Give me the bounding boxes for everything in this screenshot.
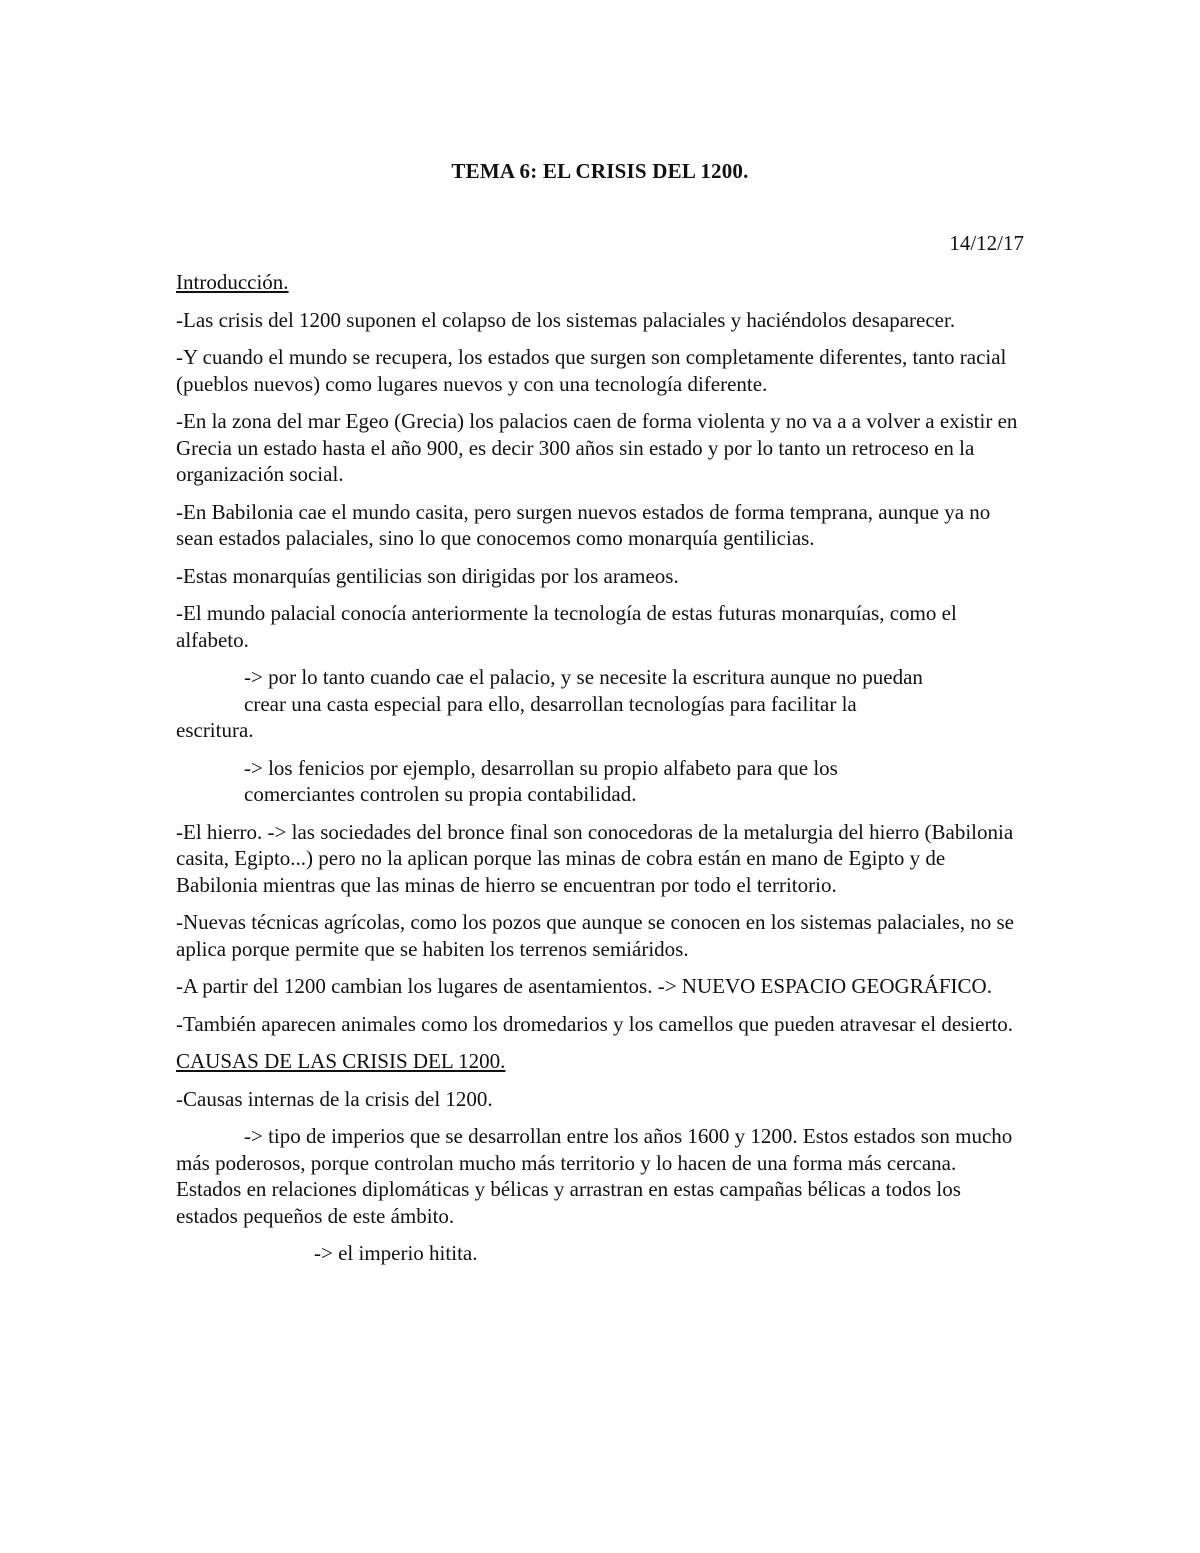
arrow-note-line: -> por lo tanto cuando cae el palacio, y se necesite la escritura aunque no puedan <box>244 665 923 689</box>
section-heading-causas: CAUSAS DE LAS CRISIS DEL 1200. <box>176 1049 506 1073</box>
arrow-note-fenicios <box>176 755 1026 808</box>
paragraph: -En la zona del mar Egeo (Grecia) los palacios caen de forma violenta y no va a a volver a existir en Grecia un estado hasta el año 900, es decir 300 años sin estado y por lo tanto un retroceso en la organización social. <box>176 409 1018 486</box>
paragraph: -El hierro. -> las sociedades del bronce final son conocedoras de la metalurgia del hierro (Babilonia casita, Egipto...) pero no la aplican porque las minas de cobra están en mano de Egipto y de Babilonia mientras que las minas de hierro se encuentran por todo el territorio. <box>176 819 1014 897</box>
paragraph: -El mundo palacial conocía anteriormente la tecnología de estas futuras monarquías, como el alfabeto. <box>176 601 957 652</box>
paragraph: -En Babilonia cae el mundo casita, pero surgen nuevos estados de forma temprana, aunque ya no sean estados palaciales, sino lo que conocemos como monarquía gentilicias. <box>176 499 991 550</box>
document-date: 14/12/17 <box>949 231 1024 255</box>
document-body <box>176 269 1026 1278</box>
paragraph: -Nuevas técnicas agrícolas, como los pozos que aunque se conocen en los sistemas palaciales, no se aplica porque permite que se habiten los terrenos semiáridos. <box>176 910 1014 961</box>
paragraph: -Estas monarquías gentilicias son dirigidas por los arameos. <box>176 563 679 588</box>
arrow-note-imperios: -> tipo de imperios que se desarrollan entre los años 1600 y 1200. Estos estados son mucho más poderosos, porque controlan mucho más territorio y lo hacen de una forma más cercana. Estados en relaciones diplomáticas y bélicas y arrastran en estas campañas bélicas a todos los estados pequeños de este ámbito. <box>176 1124 1013 1228</box>
arrow-note-line: comerciantes controlen su propia contabilidad. <box>244 782 637 806</box>
paragraph: -Las crisis del 1200 suponen el colapso de los sistemas palaciales y haciéndolos desaparecer. <box>176 307 956 332</box>
paragraph: -Causas internas de la crisis del 1200. <box>176 1086 493 1111</box>
paragraph: -Y cuando el mundo se recupera, los estados que surgen son completamente diferentes, tanto racial (pueblos nuevos) como lugares nuevos y con una tecnología diferente. <box>176 345 1007 396</box>
arrow-note-line: escritura. <box>176 718 254 742</box>
paragraph: -A partir del 1200 cambian los lugares de asentamientos. -> NUEVO ESPACIO GEOGRÁFICO. <box>176 974 992 998</box>
arrow-note-hitita: -> el imperio hitita. <box>314 1241 478 1265</box>
document-title: TEMA 6: EL CRISIS DEL 1200. <box>451 159 749 183</box>
section-heading-introduccion: Introducción. <box>176 270 289 294</box>
arrow-note-escritura <box>176 664 1026 744</box>
arrow-note-line: crear una casta especial para ello, desarrollan tecnologías para facilitar la <box>244 691 857 716</box>
paragraph: -También aparecen animales como los dromedarios y los camellos que pueden atravesar el desierto. <box>176 1011 1014 1036</box>
arrow-note-line: -> los fenicios por ejemplo, desarrollan su propio alfabeto para que los <box>244 755 838 780</box>
